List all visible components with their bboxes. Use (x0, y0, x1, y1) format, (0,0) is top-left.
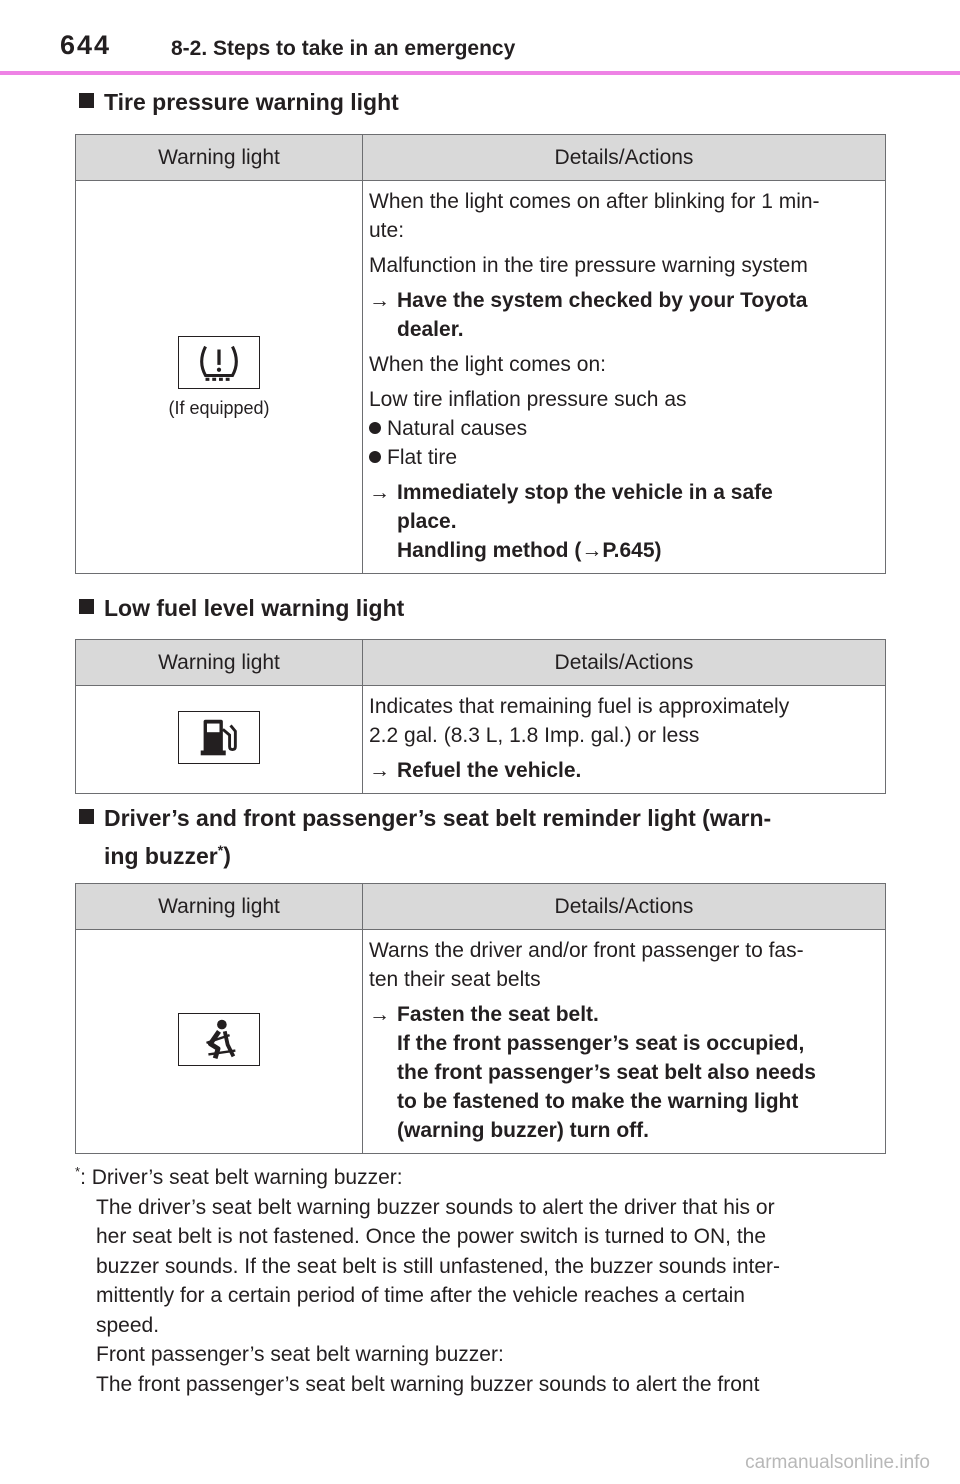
footnote-body: The front passenger’s seat belt warning buzzer sounds to alert the front (96, 1372, 760, 1396)
detail-text: Warns the driver and/or front passenger to fas- ten their seat belts (369, 939, 804, 991)
column-header-warning-light: Warning light (76, 884, 363, 930)
arrow-icon: → (369, 289, 390, 312)
tire-pressure-heading: Tire pressure warning light (79, 86, 399, 118)
if-equipped-note: (If equipped) (168, 397, 270, 418)
action-text: Fasten the seat belt. (397, 1003, 599, 1026)
column-header-warning-light: Warning light (76, 135, 363, 181)
seat-belt-heading: Driver’s and front passenger’s seat belt reminder light (warn- ing buzzer*) (79, 802, 889, 872)
detail-text: Indicates that remaining fuel is approximately 2.2 gal. (8.3 L, 1.8 Imp. gal.) or less (369, 695, 790, 747)
table-row (76, 930, 886, 1154)
detail-text: When the light comes on: (369, 353, 606, 376)
action-item (369, 1000, 881, 1145)
footnote-line: *: Driver’s seat belt warning buzzer: (75, 1164, 403, 1189)
warning-light-cell (76, 686, 363, 794)
footnote (75, 1157, 895, 1399)
square-bullet-icon (79, 599, 94, 614)
column-header-details: Details/Actions (363, 640, 886, 686)
details-cell (363, 686, 886, 794)
bullet-dot-icon (369, 451, 381, 463)
arrow-icon: → (369, 1003, 390, 1026)
square-bullet-icon (79, 809, 94, 824)
detail-text: Malfunction in the tire pressure warning system (369, 254, 808, 277)
detail-text: Low tire inflation pressure such as (369, 388, 687, 411)
section-title: 8-2. Steps to take in an emergency (171, 37, 516, 60)
action-text: Have the system checked by your Toyota dealer. (397, 289, 808, 341)
tire-pressure-table (75, 134, 886, 574)
header-rule (0, 71, 960, 75)
detail-text: When the light comes on after blinking for 1 min- ute: (369, 190, 820, 242)
square-bullet-icon (79, 93, 94, 108)
column-header-warning-light: Warning light (76, 640, 363, 686)
action-item (369, 478, 881, 565)
arrow-icon: → (369, 481, 390, 504)
column-header-details: Details/Actions (363, 884, 886, 930)
action-text: Immediately stop the vehicle in a safe place. (397, 481, 773, 533)
seat-belt-table (75, 883, 886, 1154)
page-reference-link[interactable]: P.645) (602, 539, 662, 562)
low-fuel-heading: Low fuel level warning light (79, 592, 404, 624)
arrow-icon: → (581, 539, 603, 562)
details-cell (363, 181, 886, 574)
footnote-star: * (75, 1164, 81, 1179)
action-text: If the front passenger’s seat is occupied, the front passenger’s seat belt also needs to be fastened to make the warning light (warning buzzer) turn off. (397, 1032, 816, 1142)
footnote-line: Front passenger’s seat belt warning buzzer: (96, 1343, 504, 1366)
page-header (0, 0, 960, 75)
watermark: carmanualsonline.info (745, 1452, 930, 1473)
table-row (76, 181, 886, 574)
column-header-details: Details/Actions (363, 135, 886, 181)
action-item (369, 286, 881, 344)
fuel-pump-icon (178, 711, 260, 764)
bullet-item: Natural causes (369, 414, 881, 443)
arrow-icon: → (369, 759, 390, 782)
table-row (76, 686, 886, 794)
footnote-body: The driver’s seat belt warning buzzer sounds to alert the driver that his or her seat belt is not fastened. Once the power switch is turned to ON, the buzzer sounds. If the seat belt is still unfastened, the buzzer sounds inter- mittently for a certain period of time after the vehicle reaches a certain speed. (96, 1195, 781, 1337)
warning-light-cell (76, 181, 363, 574)
action-text: Refuel the vehicle. (397, 759, 582, 782)
bullet-dot-icon (369, 422, 381, 434)
tire-pressure-warning-icon (178, 336, 260, 389)
action-item (369, 756, 881, 785)
action-text: Handling method ( (397, 539, 582, 562)
page-number: 644 (60, 30, 112, 60)
table-header-row (76, 640, 886, 686)
bullet-item: Flat tire (369, 443, 881, 472)
table-header-row (76, 884, 886, 930)
low-fuel-table (75, 639, 886, 794)
seat-belt-icon (178, 1013, 260, 1066)
warning-light-cell (76, 930, 363, 1154)
table-header-row (76, 135, 886, 181)
details-cell (363, 930, 886, 1154)
